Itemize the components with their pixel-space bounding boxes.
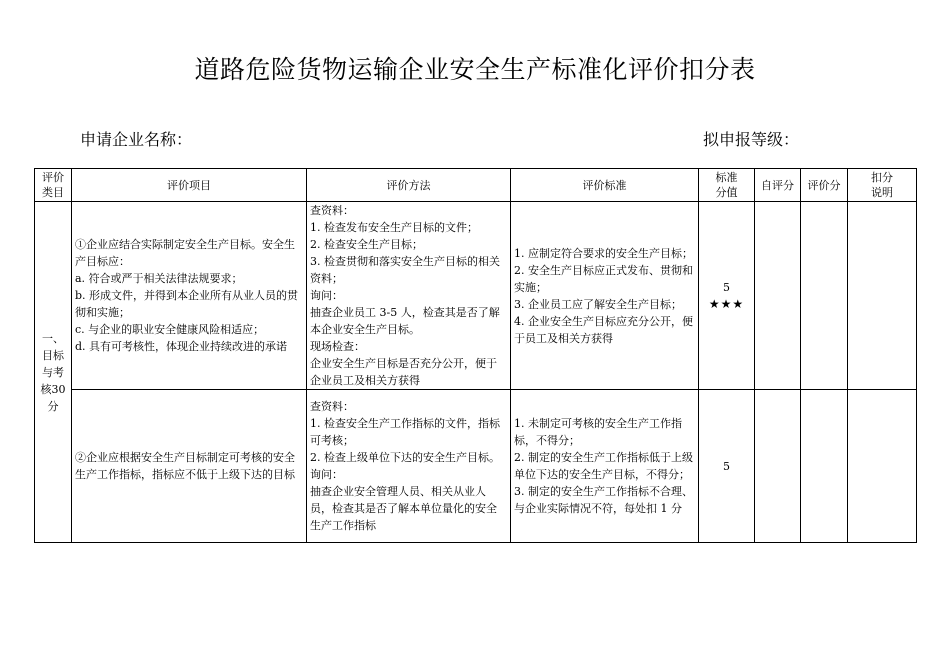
header-self-score: 自评分: [755, 169, 801, 202]
star-rating: ★★★: [708, 296, 745, 311]
eval-score-cell: [801, 390, 848, 543]
deduction-note-cell: [848, 202, 917, 390]
header-score: 标准 分值: [699, 169, 755, 202]
header-category: 评价 类目: [35, 169, 72, 202]
header-deduction-note: 扣分 说明: [848, 169, 917, 202]
method-cell: 查资料： 1. 检查安全生产工作指标的文件，指标可考核； 2. 检查上级单位下达的安全生产目标。 询问： 抽查企业安全管理人员、相关从业人员，检查其是否了解本单位量化的安全生产工作指标: [307, 390, 511, 543]
standard-cell: 1. 应制定符合要求的安全生产目标； 2. 安全生产目标应正式发布、贯彻和实施； 3. 企业员工应了解安全生产目标； 4. 企业安全生产目标应充分公开，便于员工及相关方获得: [511, 202, 699, 390]
header-eval-score: 评价分: [801, 169, 848, 202]
header-row: [35, 169, 917, 202]
category-cell: 一、 目标 与考 核30 分: [35, 202, 72, 543]
table-row: [35, 202, 917, 390]
score-value: 5: [723, 280, 730, 294]
self-score-cell: [755, 202, 801, 390]
eval-score-cell: [801, 202, 848, 390]
declared-level-label: 拟申报等级：: [703, 130, 800, 149]
applicant-company-label: 申请企业名称：: [80, 130, 193, 149]
score-cell: [699, 202, 755, 390]
score-cell: 5: [699, 390, 755, 543]
header-item: 评价项目: [72, 169, 307, 202]
page-title: 道路危险货物运输企业安全生产标准化评价扣分表: [194, 55, 756, 84]
item-cell: ②企业应根据安全生产目标制定可考核的安全生产工作指标，指标应不低于上级下达的目标: [72, 390, 307, 543]
header-standard: 评价标准: [511, 169, 699, 202]
item-cell: ①企业应结合实际制定安全生产目标。安全生产目标应： a. 符合或严于相关法律法规要求； b. 形成文件，并得到本企业所有从业人员的贯彻和实施； c. 与企业的职业安全健康风险相适应； d. 具有可考核性，体现企业持续改进的承诺: [72, 202, 307, 390]
method-cell: 查资料： 1. 检查发布安全生产目标的文件； 2. 检查安全生产目标； 3. 检查贯彻和落实安全生产目标的相关资料； 询问： 抽查企业员工 3-5 人，检查其是否了解本企业安全生产目标。 现场检查： 企业安全生产目标是否充分公开，便于企业员工及相关方获得: [307, 202, 511, 390]
table-row: [35, 390, 917, 543]
deduction-note-cell: [848, 390, 917, 543]
standard-cell: 1. 未制定可考核的安全生产工作指标，不得分； 2. 制定的安全生产工作指标低于上级单位下达的安全生产目标，不得分； 3. 制定的安全生产工作指标不合理、与企业实际情况不符，每处扣 1 分: [511, 390, 699, 543]
self-score-cell: [755, 390, 801, 543]
header-method: 评价方法: [307, 169, 511, 202]
evaluation-table: [34, 168, 917, 543]
